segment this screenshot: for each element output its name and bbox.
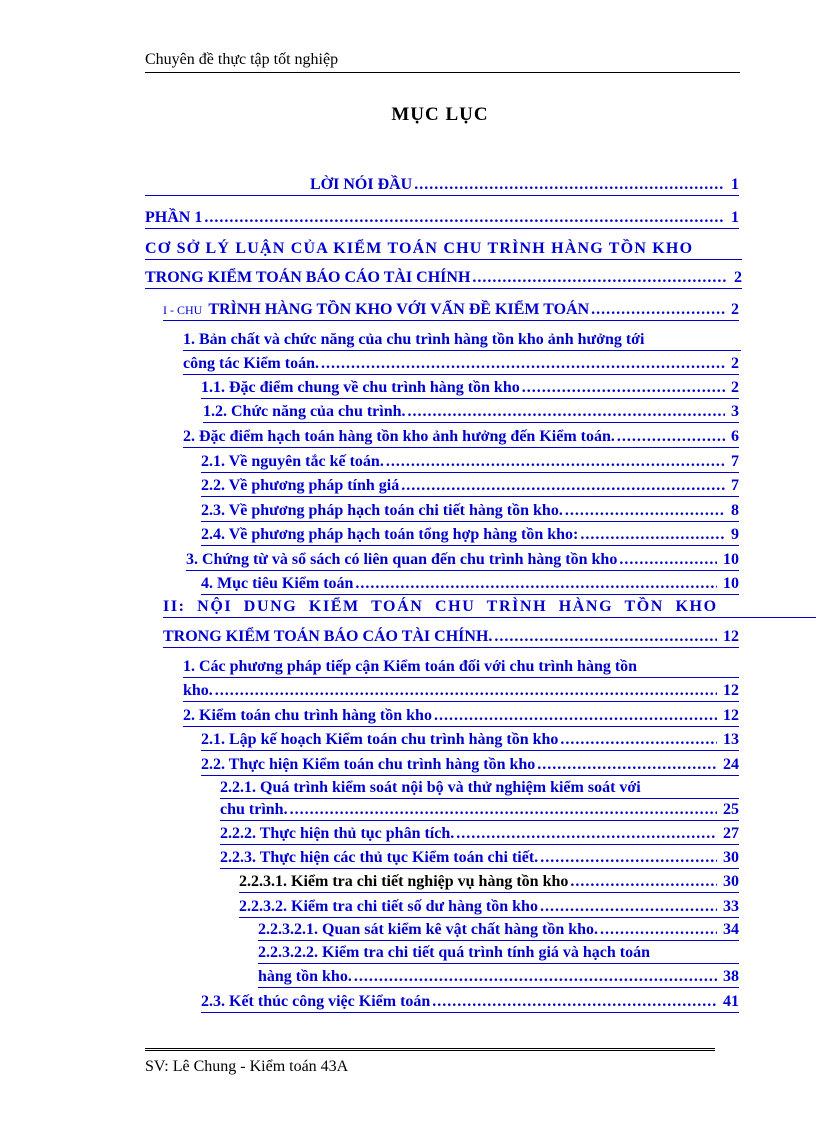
footer-rule [145,1048,715,1051]
toc-entry-loi-noi-dau[interactable]: LỜI NÓI ĐẦU ..... 1 [145,175,739,196]
header-text: Chuyên đề thực tập tốt nghiệp [145,51,339,68]
toc-entry-2-3-ket-thuc[interactable]: 2.3. Kết thúc công việc Kiểm toán ..... 41 [201,992,739,1013]
toc-entry-2-2-3-2[interactable]: 2.2.3.2. Kiểm tra chi tiết số dư hàng tồn kho ..... 33 [239,897,739,918]
toc-entry-2-1-lap-ke-hoach[interactable]: 2.1. Lập kế hoạch Kiểm toán chu trình hàng tồn kho ..... 13 [201,730,739,751]
toc-entry-phan-1[interactable]: PHẦN 1 ..... 1 [145,208,739,229]
toc-entry-1-1[interactable]: 1.1. Đặc điểm chung về chu trình hàng tồn kho ..... 2 [201,378,739,399]
toc-entry-1-ban-chat[interactable]: 1. Bản chất và chức năng của chu trình hàng tồn kho ảnh hưởng tới [183,330,741,351]
toc-entry-3-chung-tu[interactable]: 3. Chứng từ và sổ sách có liên quan đến chu trình hàng tồn kho ..... 10 [186,550,739,571]
toc-entry-hang-ton-kho[interactable]: hàng tồn kho. ..... 38 [258,967,739,988]
page-footer: SV: Lê Chung - Kiểm toán 43A [145,1058,349,1075]
toc-entry-trong-kiem-toan-bctc[interactable]: TRONG KIỂM TOÁN BÁO CÁO TÀI CHÍNH ..... 2 [145,268,742,289]
page-title: MỤC LỤC [391,104,489,125]
toc-entry-chu-trinh[interactable]: chu trình. ..... 25 [220,800,739,821]
toc-entry-2-3[interactable]: 2.3. Về phương pháp hạch toán chi tiết hàng tồn kho. ..... 8 [201,501,739,522]
toc-entry-2-2-3-1[interactable]: 2.2.3.1. Kiểm tra chi tiết nghiệp vụ hàng tồn kho ..... 30 [239,872,739,893]
toc-entry-2-2[interactable]: 2.2. Về phương pháp tính giá ..... 7 [201,476,739,497]
toc-entry-2-4[interactable]: 2.4. Về phương pháp hạch toán tổng hợp hàng tồn kho: ..... 9 [201,525,739,546]
toc-entry-co-so-ly-luan[interactable]: CƠ SỞ LÝ LUẬN CỦA KIỂM TOÁN CHU TRÌNH HÀNG TỒN KHO [145,239,742,260]
toc-entry-chu-trinh-htk[interactable]: I - CHU TRÌNH HÀNG TỒN KHO VỚI VẤN ĐỀ KIỂM TOÁN ..... 2 [163,300,739,321]
toc-entry-1-phuong-phap[interactable]: 1. Các phương pháp tiếp cận Kiểm toán đối với chu trình hàng tồn [183,657,739,678]
toc-entry-2-2-thuc-hien[interactable]: 2.2. Thực hiện Kiểm toán chu trình hàng tồn kho ..... 24 [201,755,739,776]
toc-entry-4-muc-tieu[interactable]: 4. Mục tiêu Kiểm toán ..... 10 [201,574,739,595]
toc-entry-2-kiem-toan-chu-trinh[interactable]: 2. Kiểm toán chu trình hàng tồn kho ..... 12 [183,706,739,727]
toc-entry-2-2-3-2-2[interactable]: 2.2.3.2.2. Kiểm tra chi tiết quá trình tính giá và hạch toán [258,943,739,964]
toc-entry-ii-noi-dung[interactable]: II: NỘI DUNG KIỂM TOÁN CHU TRÌNH HÀNG TỒN KHO [163,597,816,618]
toc-entry-2-1[interactable]: 2.1. Về nguyên tắc kế toán. ..... 7 [201,452,739,473]
toc-entry-ii-trong-kiem-toan[interactable]: TRONG KIỂM TOÁN BÁO CÁO TÀI CHÍNH. ..... 12 [163,627,739,648]
toc-entry-kho[interactable]: kho. ..... 12 [183,681,739,702]
toc-entry-2-2-3[interactable]: 2.2.3. Thực hiện các thủ tục Kiểm toán chi tiết. ..... 30 [220,848,739,869]
toc-entry-2-2-3-2-1[interactable]: 2.2.3.2.1. Quan sát kiểm kê vật chất hàng tồn kho. ..... 34 [258,920,739,941]
toc-entry-cong-tac-kiem-toan[interactable]: công tác Kiểm toán. ..... 2 [183,354,739,375]
toc-entry-2-dac-diem[interactable]: 2. Đặc điểm hạch toán hàng tồn kho ảnh hưởng đến Kiểm toán. ..... 6 [183,427,739,448]
toc-entry-2-2-2[interactable]: 2.2.2. Thực hiện thủ tục phân tích. ..... 27 [220,824,739,845]
toc-entry-2-2-1[interactable]: 2.2.1. Quá trình kiểm soát nội bộ và thử nghiệm kiểm soát với [220,778,739,799]
toc-entry-1-2[interactable]: 1.2. Chức năng của chu trình. ..... 3 [203,402,739,423]
